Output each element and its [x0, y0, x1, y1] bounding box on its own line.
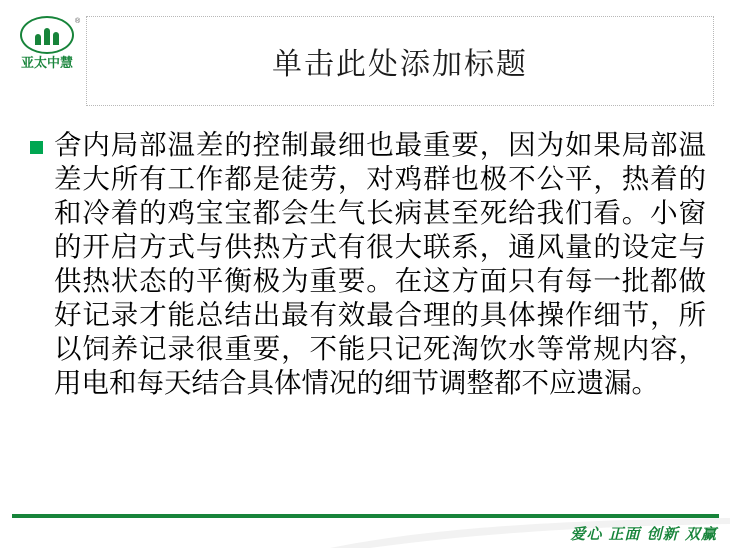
footer [0, 508, 731, 548]
logo-text: 亚太中慧 [20, 56, 73, 71]
square-bullet-icon [30, 141, 43, 154]
list-item [30, 128, 706, 400]
title-placeholder[interactable] [86, 16, 714, 106]
logo [16, 16, 81, 78]
footer-slogan: 爱心 正面 创新 双赢 [570, 525, 717, 543]
logo-bars-icon [22, 18, 72, 52]
content-placeholder[interactable] [30, 128, 706, 490]
title-text: 单击此处添加标题 [272, 47, 528, 82]
bullet-paragraph: 舍内局部温差的控制最细也最重要，因为如果局部温差大所有工作都是徒劳，对鸡群也极不公平，热着的和冷着的鸡宝宝都会生气长病甚至死给我们看。小窗的开启方式与供热方式有很大联系，通风量的设定与供热状态的平衡极为重要。在这方面只有每一批都做好记录才能总结出最有效最合理的具体操作细节，所以饲养记录很重要，不能只记死淘饮水等常规内容，用电和每天结合具体情况的细节调整都不应遗漏。 [54, 129, 706, 399]
registered-mark: ® [75, 18, 81, 25]
logo-ellipse-icon [20, 16, 74, 54]
